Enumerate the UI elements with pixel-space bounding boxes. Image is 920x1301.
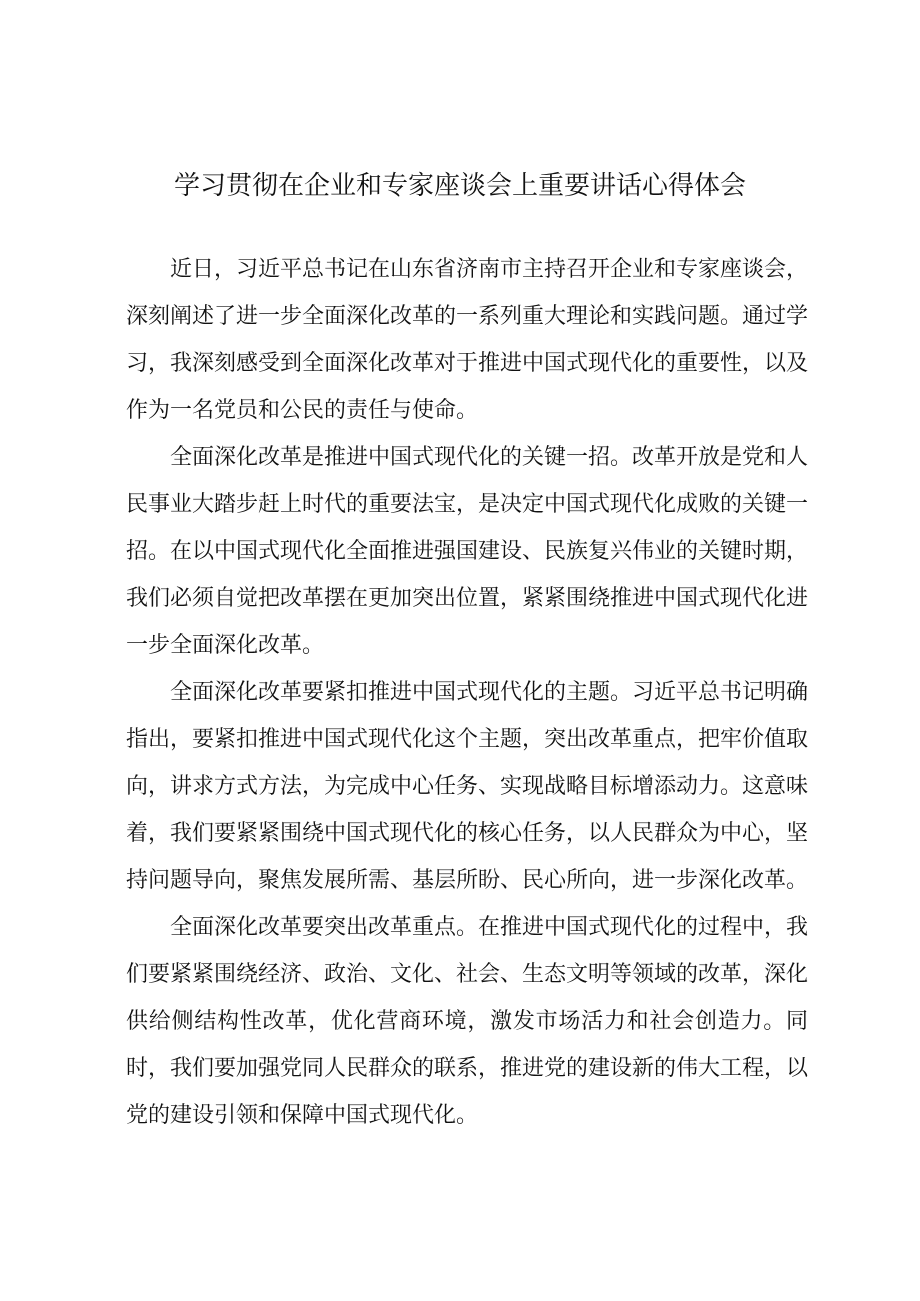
document-title: 学习贯彻在企业和专家座谈会上重要讲话心得体会 (173, 171, 746, 201)
paragraph-1: 近日，习近平总书记在山东省济南市主持召开企业和专家座谈会，深刻阐述了进一步全面深化改革的一系列重大理论和实践问题。通过学习，我深刻感受到全面深化改革对于推进中国式现代化的重要性，以及作为一名党员和公民的责任与使命。 (126, 257, 809, 423)
paragraph-3: 全面深化改革要紧扣推进中国式现代化的主题。习近平总书记明确指出，要紧扣推进中国式现代化这个主题，突出改革重点，把牢价值取向，讲求方式方法，为完成中心任务、实现战略目标增添动力。这意味着，我们要紧紧围绕中国式现代化的核心任务，以人民群众为中心，坚持问题导向，聚焦发展所需、基层所盼、民心所向，进一步深化改革。 (126, 680, 809, 893)
paragraph-2: 全面深化改革是推进中国式现代化的关键一招。改革开放是党和人民事业大踏步赶上时代的重要法宝，是决定中国式现代化成败的关键一招。在以中国式现代化全面推进强国建设、民族复兴伟业的关键时期，我们必须自觉把改革摆在更加突出位置，紧紧围绕推进中国式现代化进一步全面深化改革。 (126, 445, 809, 658)
document-body (126, 246, 808, 1139)
paragraph-4: 全面深化改革要突出改革重点。在推进中国式现代化的过程中，我们要紧紧围绕经济、政治、文化、社会、生态文明等领域的改革，深化供给侧结构性改革，优化营商环境，激发市场活力和社会创造力。同时，我们要加强党同人民群众的联系，推进党的建设新的伟大工程，以党的建设引领和保障中国式现代化。 (126, 915, 809, 1128)
